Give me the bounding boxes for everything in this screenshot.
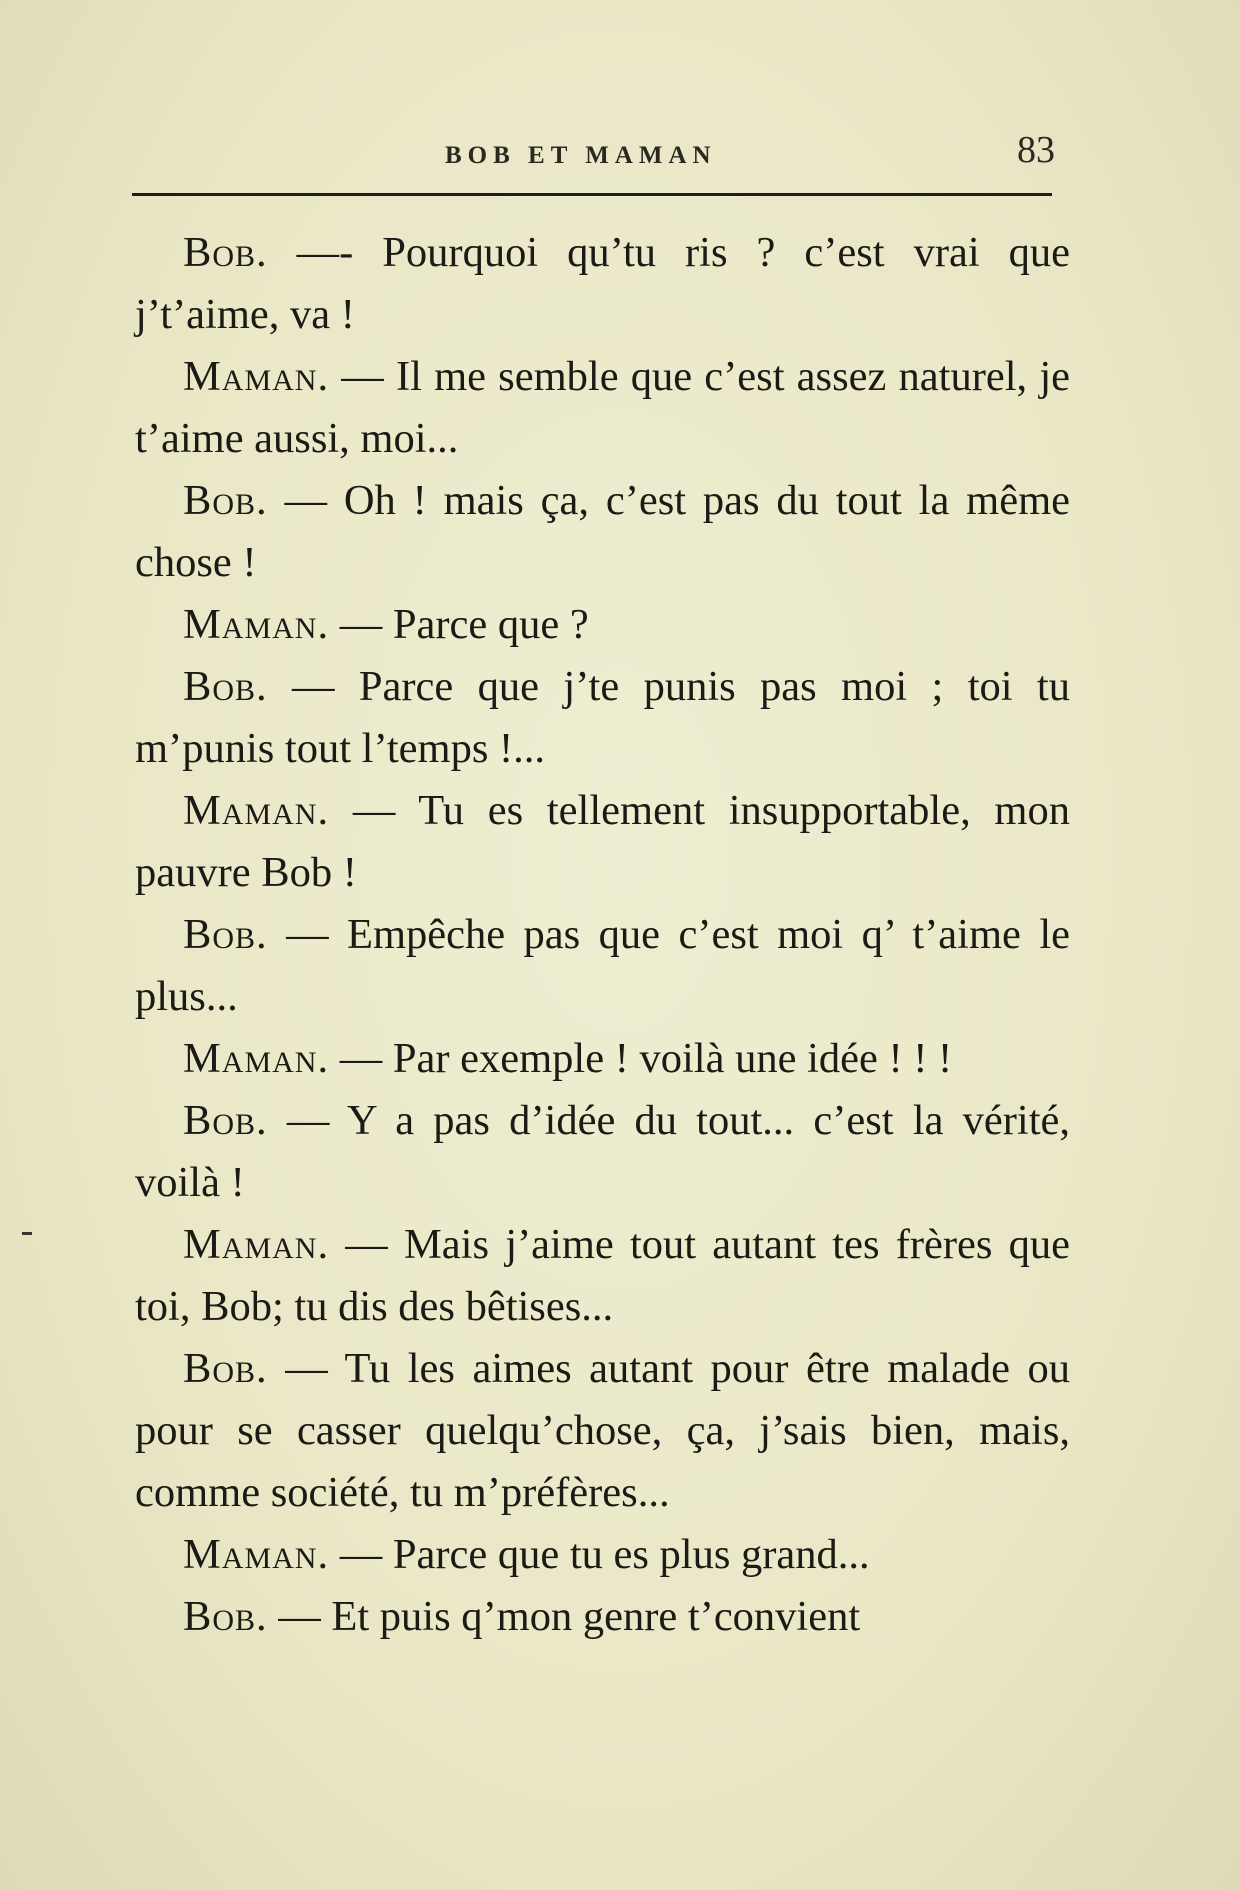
speaker-name: Maman. — [183, 353, 330, 400]
dialogue-text — [135, 222, 1070, 1648]
dialogue-line — [135, 904, 1070, 1028]
dialogue-line — [135, 1214, 1070, 1338]
speaker-name: Bob. — [183, 1097, 268, 1144]
speaker-name: Maman. — [183, 1035, 330, 1082]
spoken-text: — Il me semble que c’est assez naturel, je t’aime aussi, moi... — [135, 353, 1070, 462]
dialogue-line — [135, 222, 1070, 346]
dialogue-line — [135, 1090, 1070, 1214]
spoken-text: — Tu les aimes autant pour être malade ou pour se casser quelqu’chose, ça, j’sais bien, mais, comme société, tu m’préfères... — [135, 1345, 1070, 1516]
speaker-name: Bob. — [183, 663, 268, 710]
spoken-text: — Oh ! mais ça, c’est pas du tout la même chose ! — [135, 477, 1070, 586]
dialogue-line — [135, 656, 1070, 780]
header-rule — [132, 193, 1052, 196]
spoken-text: — Par exemple ! voilà une idée ! ! ! — [329, 1035, 953, 1082]
spoken-text: — Mais j’aime tout autant tes frères que toi, Bob; tu dis des bêtises... — [135, 1221, 1070, 1330]
dialogue-line — [135, 470, 1070, 594]
dialogue-line — [135, 1338, 1070, 1524]
spoken-text: — Et puis q’mon genre t’convient — [267, 1593, 861, 1640]
speaker-name: Bob. — [183, 1345, 268, 1392]
running-title: BOB ET MAMAN — [445, 142, 717, 169]
speaker-name: Bob. — [183, 477, 268, 524]
speaker-name: Bob. — [183, 1593, 268, 1640]
speaker-name: Maman. — [183, 1221, 330, 1268]
dialogue-line — [135, 780, 1070, 904]
dialogue-line — [135, 594, 1070, 656]
spoken-text: —- Pourquoi qu’tu ris ? c’est vrai que j’t’aime, va ! — [135, 229, 1070, 338]
speaker-name: Maman. — [183, 1531, 330, 1578]
spoken-text: — Parce que ? — [329, 601, 589, 648]
page-header — [135, 128, 1055, 188]
spoken-text: — Parce que j’te punis pas moi ; toi tu m’punis tout l’temps !... — [135, 663, 1070, 772]
speaker-name: Bob. — [183, 911, 268, 958]
spoken-text: — Y a pas d’idée du tout... c’est la vérité, voilà ! — [135, 1097, 1070, 1206]
spoken-text: — Tu es tellement insupportable, mon pauvre Bob ! — [135, 787, 1070, 896]
page-number: 83 — [1017, 129, 1055, 171]
dialogue-line — [135, 346, 1070, 470]
dialogue-line — [135, 1586, 1070, 1648]
dialogue-line — [135, 1028, 1070, 1090]
speaker-name: Bob. — [183, 229, 268, 276]
margin-mark — [22, 1232, 32, 1235]
speaker-name: Maman. — [183, 787, 330, 834]
speaker-name: Maman. — [183, 601, 330, 648]
spoken-text: — Empêche pas que c’est moi q’ t’aime le plus... — [135, 911, 1070, 1020]
dialogue-line — [135, 1524, 1070, 1586]
spoken-text: — Parce que tu es plus grand... — [329, 1531, 870, 1578]
